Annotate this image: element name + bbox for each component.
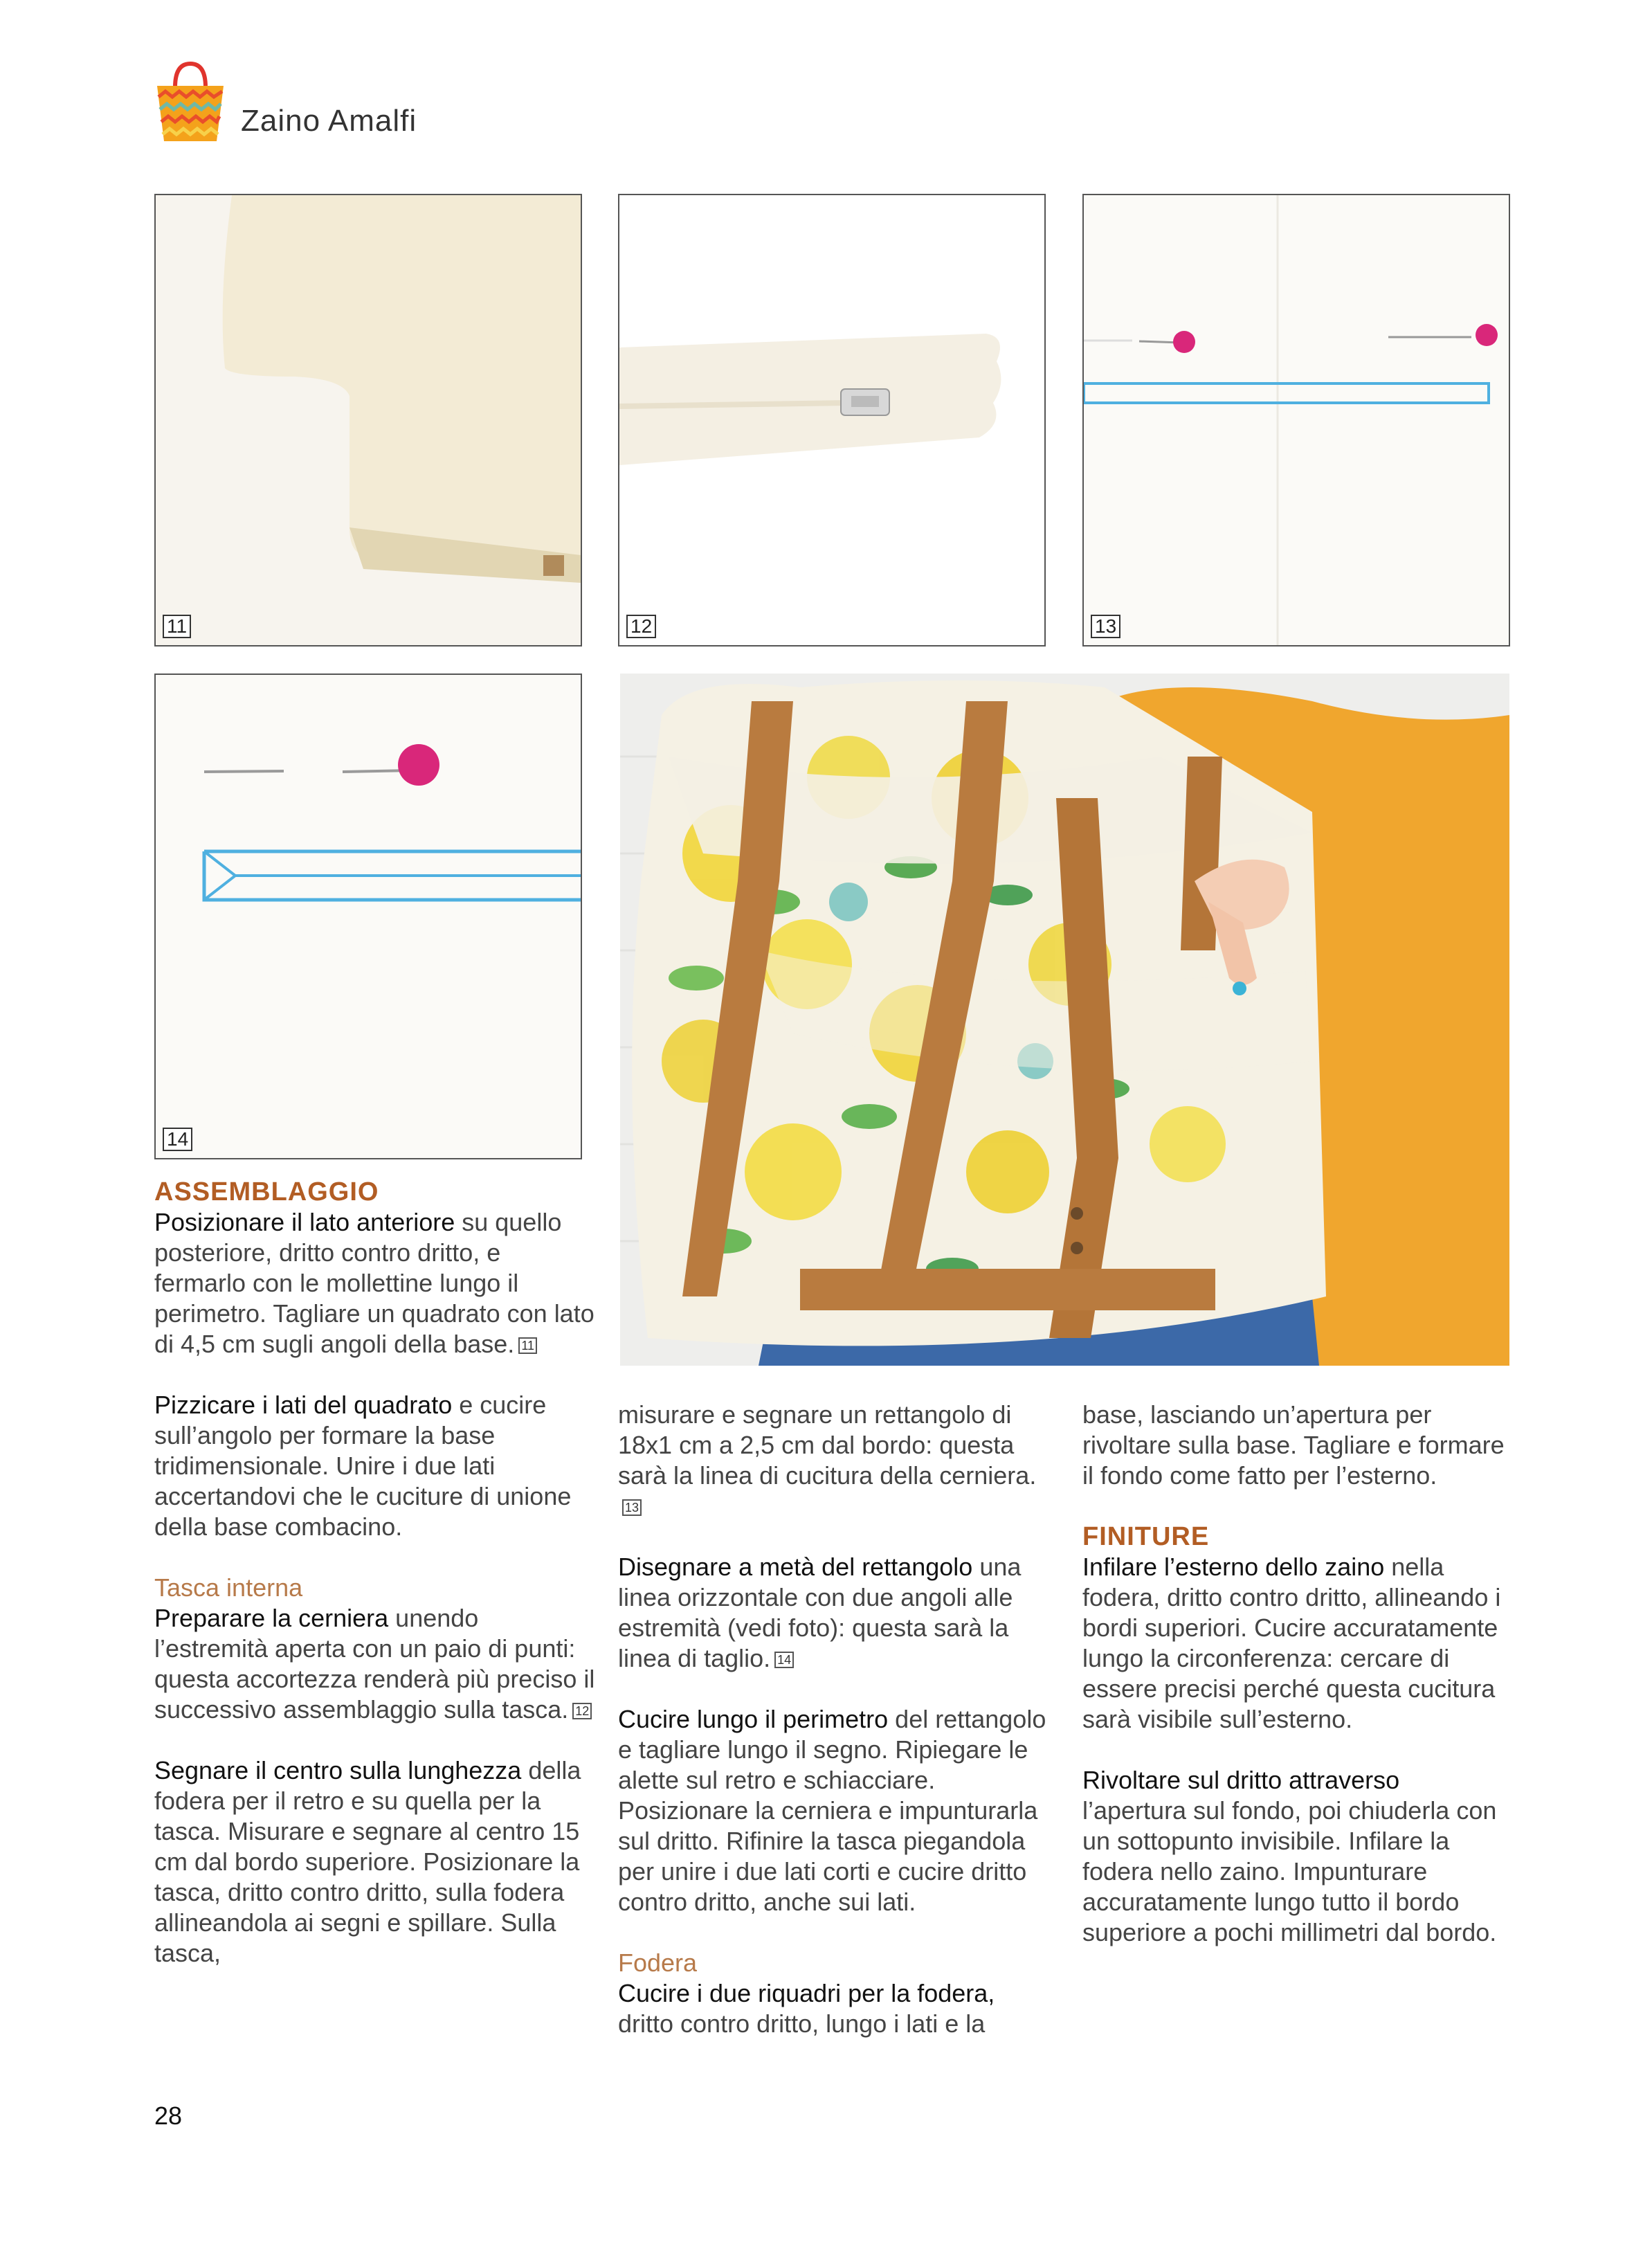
figure-reference: 13 <box>622 1499 642 1516</box>
figure-reference: 12 <box>572 1703 592 1719</box>
step-number-12: 12 <box>626 615 656 638</box>
paragraph: Cucire lungo il perimetro del rettangolo e tagliare lungo il segno. Ripiegare le alette sul retro e schiacciare. Posizionare la cerniera e impunturarla sul dritto. Rifinire la tasca piegandola per unire i due lati corti e cucire dritto contro dritto, anche sui lati. <box>618 1705 1046 1916</box>
subheading-fodera: Fodera <box>618 1949 698 1977</box>
page-number: 28 <box>154 2101 183 2130</box>
basket-icon <box>154 61 226 144</box>
paragraph: Pizzicare i lati del quadrato e cucire sull’angolo per formare la base tridimensionale. Unire i due lati accertandovi che le cuciture di unione della base combacino. <box>154 1391 572 1541</box>
paragraph: Rivoltare sul dritto attraverso l’apertura sul fondo, poi chiuderla con un sottopunto invisibile. Infilare la fodera nello zaino. Impunturare accuratamente lungo tutto il bordo superiore a pochi millimetri dal bordo. <box>1082 1766 1497 1946</box>
paragraph: Preparare la cerniera unendo l’estremità aperta con un paio di punti: questa accortezza renderà più preciso il successivo assemblaggio sulla tasca. 12 <box>154 1604 595 1724</box>
subheading-tasca-interna: Tasca interna <box>154 1573 303 1602</box>
photo-step-13 <box>1082 194 1510 647</box>
step-number-13: 13 <box>1091 615 1120 638</box>
paragraph: Cucire i due riquadri per la fodera, dritto contro dritto, lungo i lati e la <box>618 1979 995 2038</box>
photo-step-14 <box>154 673 582 1159</box>
section-heading-assemblaggio: ASSEMBLAGGIO <box>154 1177 379 1206</box>
text-column-2 <box>618 1400 1047 2070</box>
text-column-3 <box>1082 1400 1505 1978</box>
photo-step-11 <box>154 194 582 647</box>
paragraph: Posizionare il lato anteriore su quello posteriore, dritto contro dritto, e fermarlo con le mollettine lungo il perimetro. Tagliare un quadrato con lato di 4,5 cm sugli angoli della base. 11 <box>154 1208 594 1358</box>
paragraph: misurare e segnare un rettangolo di 18x1 cm a 2,5 cm dal bordo: questa sarà la linea di cucitura della cerniera.13 <box>618 1400 1037 1515</box>
figure-reference: 11 <box>518 1337 537 1354</box>
section-heading-finiture: FINITURE <box>1082 1522 1210 1551</box>
page-header-title: Zaino Amalfi <box>241 104 417 138</box>
step-number-11: 11 <box>163 615 191 638</box>
paragraph: Infilare l’esterno dello zaino nella fodera, dritto contro dritto, allineando i bordi superiori. Cucire accuratamente lungo la circonferenza: cercare di essere precisi perché questa cucitura sarà visibile sull’esterno. <box>1082 1553 1501 1733</box>
paragraph: Segnare il centro sulla lunghezza della fodera per il retro e su quella per la tasca. Misurare e segnare al centro 15 cm dal bordo superiore. Posizionare la tasca, dritto contro dritto, sulla fodera allineandola ai segni e spillare. Sulla tasca, <box>154 1756 581 1967</box>
backpack-photo <box>620 673 1509 1366</box>
paragraph: Disegnare a metà del rettangolo una linea orizzontale con due angoli alle estremità (vedi foto): questa sarà la linea di taglio. 14 <box>618 1553 1022 1672</box>
photo-step-12 <box>618 194 1046 647</box>
paragraph: base, lasciando un’apertura per rivoltare sulla base. Tagliare e formare il fondo come fatto per l’esterno. <box>1082 1400 1505 1490</box>
text-column-1 <box>154 1177 597 1999</box>
step-number-14: 14 <box>163 1128 192 1151</box>
figure-reference: 14 <box>774 1652 794 1668</box>
